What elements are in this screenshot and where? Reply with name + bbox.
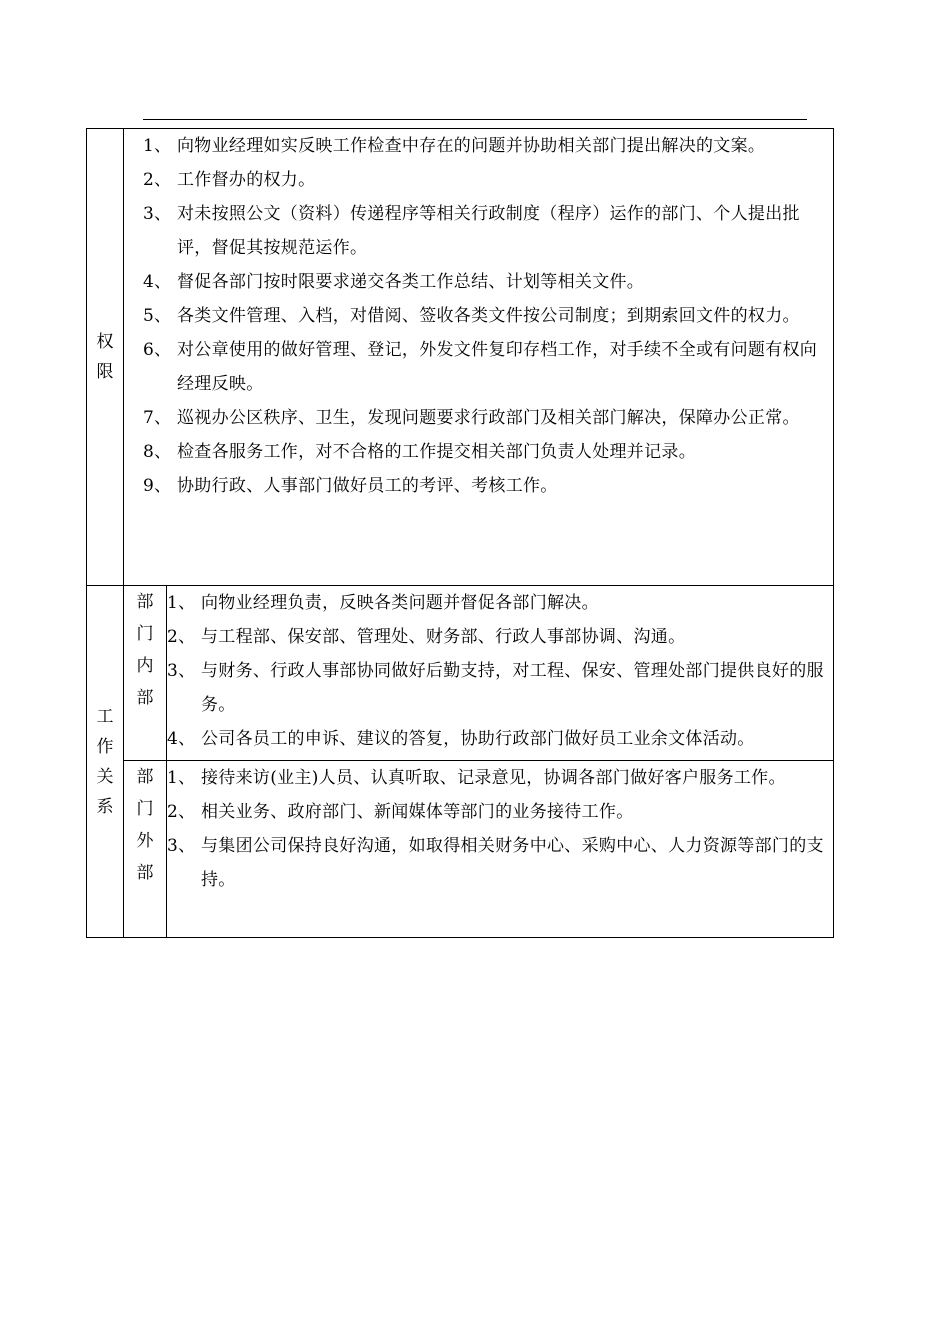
powers-label-cell [87,129,124,586]
internal-label: 部门内部 [136,592,154,708]
list-item [143,265,833,299]
relations-label-cell [87,586,124,938]
item-text: 公司各员工的申诉、建议的答复，协助行政部门做好员工业余文体活动。 [201,729,755,749]
item-number: 1、 [167,593,196,613]
list-item [167,795,833,829]
list-item [167,829,833,897]
item-number: 6、 [143,340,172,360]
item-text: 向物业经理如实反映工作检查中存在的问题并协助相关部门提出解决的文案。 [177,136,766,156]
powers-label: 权限 [96,332,114,382]
list-item [143,401,833,435]
item-number: 4、 [167,729,196,749]
external-label-cell [124,761,167,938]
item-text: 对公章使用的做好管理、登记，外发文件复印存档工作，对手续不全或有问题有权向经理反映。 [177,340,818,394]
item-number: 2、 [143,170,172,190]
item-text: 相关业务、政府部门、新闻媒体等部门的业务接待工作。 [201,802,634,822]
external-content-cell [167,761,834,938]
item-number: 2、 [167,802,196,822]
item-text: 检查各服务工作，对不合格的工作提交相关部门负责人处理并记录。 [177,442,696,462]
item-text: 协助行政、人事部门做好员工的考评、考核工作。 [177,476,558,496]
item-text: 对未按照公文（资料）传递程序等相关行政制度（程序）运作的部门、个人提出批评，督促其按规范运作。 [177,204,800,258]
item-number: 5、 [143,306,172,326]
responsibility-table [86,128,834,938]
list-item [167,761,833,795]
list-item [143,299,833,333]
internal-relations-row [87,586,834,761]
internal-content-cell [167,586,834,761]
header-rule [143,119,807,120]
item-text: 巡视办公区秩序、卫生，发现问题要求行政部门及相关部门解决，保障办公正常。 [177,408,800,428]
list-item [167,620,833,654]
item-text: 与集团公司保持良好沟通，如取得相关财务中心、采购中心、人力资源等部门的支持。 [201,836,824,890]
powers-list [124,129,833,585]
external-label: 部门外部 [136,767,154,883]
external-relations-row [87,761,834,938]
item-number: 2、 [167,627,196,647]
item-number: 1、 [167,768,196,788]
item-number: 3、 [143,204,172,224]
item-number: 3、 [167,661,196,681]
item-number: 8、 [143,442,172,462]
list-item [167,722,833,756]
internal-label-cell [124,586,167,761]
list-item [143,435,833,469]
item-number: 9、 [143,476,172,496]
list-item [143,333,833,401]
relations-label: 工作关系 [96,706,114,817]
item-text: 向物业经理负责，反映各类问题并督促各部门解决。 [201,593,599,613]
item-number: 1、 [143,136,172,156]
item-text: 各类文件管理、入档，对借阅、签收各类文件按公司制度；到期索回文件的权力。 [177,306,800,326]
internal-relations-list [167,586,833,760]
item-number: 3、 [167,836,196,856]
item-text: 督促各部门按时限要求递交各类工作总结、计划等相关文件。 [177,272,645,292]
item-number: 7、 [143,408,172,428]
item-text: 与工程部、保安部、管理处、财务部、行政人事部协调、沟通。 [201,627,686,647]
item-number: 4、 [143,272,172,292]
list-item [167,654,833,722]
powers-content-cell [124,129,834,586]
item-text: 与财务、行政人事部协同做好后勤支持，对工程、保安、管理处部门提供良好的服务。 [201,661,824,715]
list-item [143,129,833,163]
item-text: 接待来访(业主)人员、认真听取、记录意见，协调各部门做好客户服务工作。 [201,768,786,788]
list-item [167,586,833,620]
powers-row [87,129,834,586]
item-text: 工作督办的权力。 [177,170,316,190]
list-item [143,469,833,503]
external-relations-list [167,761,833,937]
list-item [143,197,833,265]
list-item [143,163,833,197]
